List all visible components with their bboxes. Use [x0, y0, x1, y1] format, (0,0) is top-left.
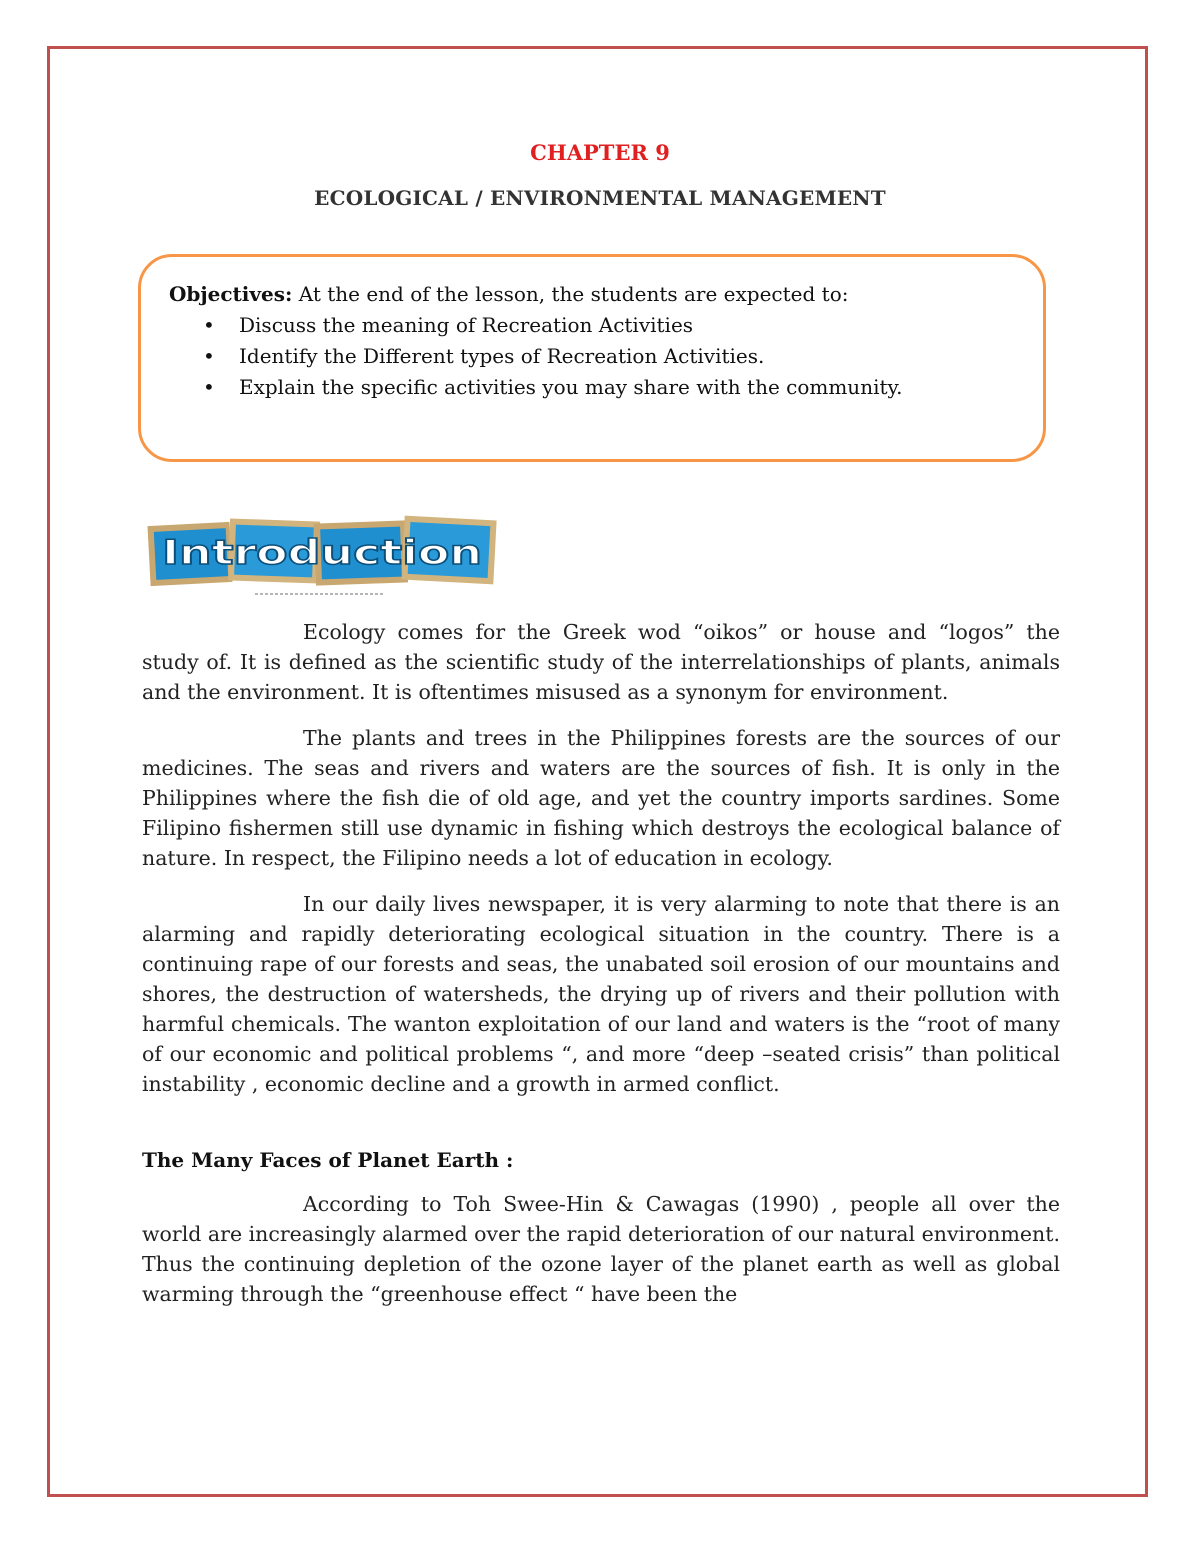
section-heading: The Many Faces of Planet Earth :: [142, 1148, 514, 1172]
objectives-list: [169, 310, 1015, 403]
paragraph-many-faces: According to Toh Swee-Hin & Cawagas (1990) , people all over the world are increasingly alarmed over the rapid deterioration of our natural environment. Thus the continuing depletion of the ozone layer of the planet earth as well as global warming through the “greenhouse effect “ have been the: [142, 1192, 1060, 1306]
objectives-intro: [169, 279, 1015, 310]
objective-text: Explain the specific activities you may share with the community.: [239, 375, 903, 399]
main-content: [142, 617, 1060, 1325]
paragraph-ecology-definition: Ecology comes for the Greek wod “oikos” or house and “logos” the study of. It is defined as the scientific study of the interrelationships of plants, animals and the environment. It is oftentimes misused as a synonym for environment.: [142, 620, 1060, 704]
objective-text: Discuss the meaning of Recreation Activities: [239, 313, 694, 337]
paragraph-philippine-resources: The plants and trees in the Philippines forests are the sources of our medicines. The seas and rivers and waters are the sources of fish. It is only in the Philippines where the fish die of old age, and yet the country imports sardines. Some Filipino fishermen still use dynamic in fishing which destroys the ecological balance of nature. In respect, the Filipino needs a lot of education in ecology.: [142, 726, 1060, 870]
objectives-lead: At the end of the lesson, the students are expected to:: [292, 282, 849, 306]
paragraph-ecological-situation: In our daily lives newspaper, it is very alarming to note that there is an alarming and rapidly deteriorating ecological situation in the country. There is a continuing rape of our forests and seas, the unabated soil erosion of our mountains and shores, the destruction of watersheds, the drying up of rivers and their pollution with harmful chemicals. The wanton exploitation of our land and waters is the “root of many of our economic and political problems “, and more “deep –seated crisis” than political instability , economic decline and a growth in armed conflict.: [142, 892, 1060, 1096]
objectives-heading: Objectives:: [169, 282, 293, 306]
objective-item: [169, 372, 1015, 403]
introduction-banner: [145, 514, 500, 602]
objective-item: [169, 310, 1015, 341]
introduction-banner-text: Introduction: [162, 533, 482, 573]
chapter-subtitle: ECOLOGICAL / ENVIRONMENTAL MANAGEMENT: [314, 186, 886, 210]
objective-text: Identify the Different types of Recreation Activities.: [239, 344, 765, 368]
bullet-icon: •: [203, 375, 215, 399]
bullet-icon: •: [203, 344, 215, 368]
chapter-title: CHAPTER 9: [530, 140, 670, 165]
objectives-box: [138, 254, 1046, 462]
objective-item: [169, 341, 1015, 372]
bullet-icon: •: [203, 313, 215, 337]
